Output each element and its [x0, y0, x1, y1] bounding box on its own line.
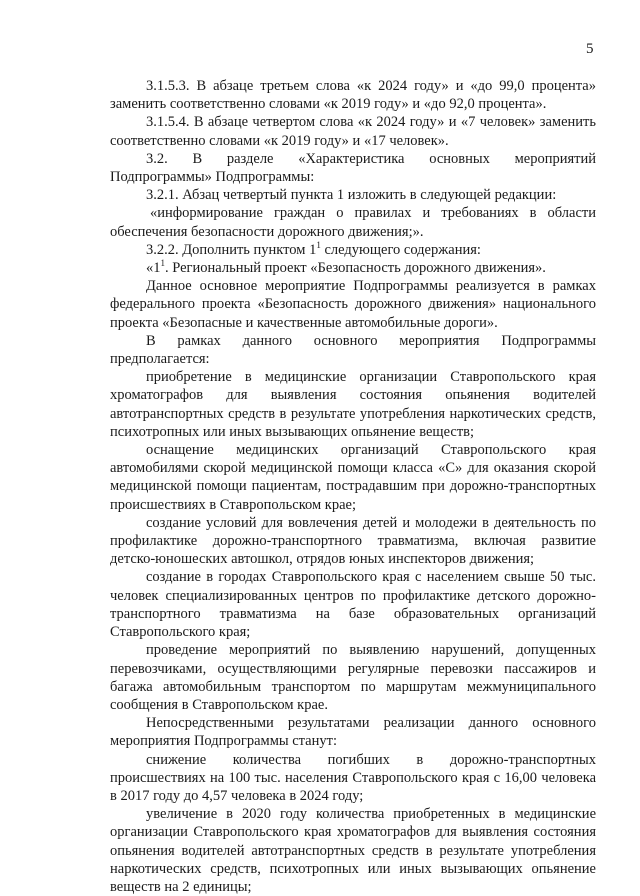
paragraph: проведение мероприятий по выявлению нарушений, допущенных перевозчиками, осуществляющими регулярные перевозки пассажиров и багажа автомобильным транспортом по маршрутам межмуниципального сообщения в Ставропольском крае.: [110, 642, 596, 713]
paragraph: создание условий для вовлечения детей и молодежи в деятельность по профилактике дорожно-транспортного травматизма, включая развитие детско-юношеских автошкол, отрядов юных инспекторов движения;: [110, 514, 596, 568]
paragraph: Данное основное мероприятие Подпрограммы реализуется в рамках федерального проекта «Безопасность дорожного движения» национального проекта «Безопасные и качественные автомобильные дороги».: [110, 278, 596, 331]
paragraph: приобретение в медицинские организации Ставропольского края хроматографов для выявления состояния опьянения водителей автотранспортных средств в результате употребления наркотических средств, психотропных или иных вызывающих опьянение веществ;: [110, 369, 596, 440]
page-number: 5: [586, 41, 594, 57]
paragraph: 3.1.5.3. В абзаце третьем слова «к 2024 году» и «до 99,0 процента» заменить соответственно словами «к 2019 году» и «до 92,0 процента».: [110, 78, 596, 113]
paragraph: 3.2.1. Абзац четвертый пункта 1 изложить в следующей редакции:: [146, 187, 557, 204]
paragraph: 3.2. В разделе «Характеристика основных мероприятий Подпрограммы» Подпрограммы:: [110, 150, 596, 186]
paragraph: увеличение в 2020 году количества приобретенных в медицинские организации Ставропольского края хроматографов для выявления состояния опьянения водителей автотранспортных средств в результате употребления наркотических средств, психотропных или иных вызывающих опьянение веществ на 2 единицы;: [110, 806, 596, 895]
paragraph: оснащение медицинских организаций Ставропольского края автомобилями скорой медицинской помощи класса «С» для оказания скорой медицинской помощи пациентам, пострадавшим при дорожно-транспортных происшествиях в Ставропольском крае;: [110, 442, 596, 513]
paragraph: снижение количества погибших в дорожно-транспортных происшествиях на 100 тыс. населения Ставропольского края с 16,00 человека в 2017 году до 4,57 человека в 2024 году;: [110, 751, 596, 804]
paragraph: создание в городах Ставропольского края с населением свыше 50 тыс. человек специализированных центров по профилактике детского дорожно-транспортного травматизма на базе образовательных организаций Ставропольского края;: [110, 569, 596, 641]
paragraph-text: . Региональный проект «Безопасность дорожного движения».: [165, 260, 546, 277]
paragraph: «информирование граждан о правилах и требованиях в области обеспечения безопасности дорожного движения;».: [110, 205, 596, 240]
paragraph: В рамках данного основного мероприятия Подпрограммы предполагается:: [110, 332, 596, 368]
paragraph-text: «1: [146, 260, 161, 277]
paragraph: 3.1.5.4. В абзаце четвертом слова «к 2024 году» и «7 человек» заменить соответственно словами «к 2019 году» и «17 человек».: [110, 114, 596, 149]
superscript: 1: [316, 240, 321, 250]
paragraph: [110, 241, 596, 259]
paragraph-text: следующего содержания:: [320, 241, 481, 258]
paragraph: [110, 259, 596, 277]
paragraph-text: 3.2.2. Дополнить пунктом 1: [146, 241, 317, 258]
document-body: [110, 77, 596, 896]
superscript: 1: [160, 258, 165, 269]
paragraph: Непосредственными результатами реализации данного основного мероприятия Подпрограммы станут:: [110, 715, 596, 750]
